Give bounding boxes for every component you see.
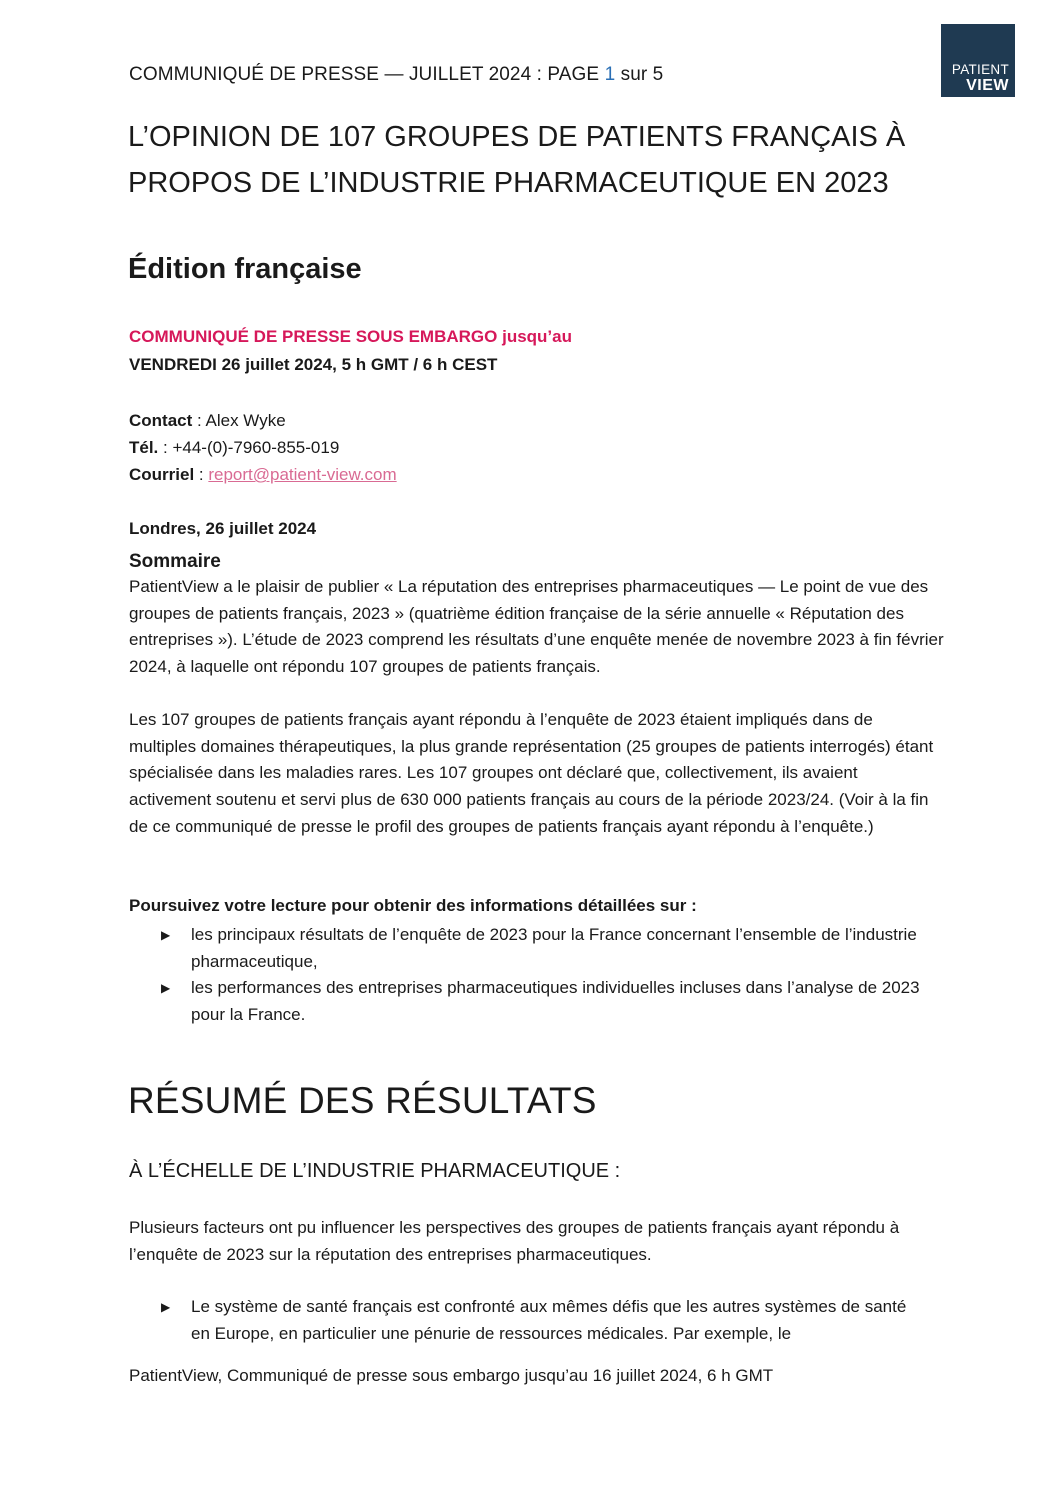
contact-name: : Alex Wyke xyxy=(192,411,286,430)
edition-subtitle: Édition française xyxy=(128,253,362,285)
triangle-bullet-icon: ▶ xyxy=(161,928,171,942)
summary-paragraph-2: Les 107 groupes de patients français ayant répondu à l’enquête de 2023 étaient impliqués dans de multiples domaines thérapeutiques, la plus grande représentation (25 groupes de patients interrogés) étant spécialisée dans les maladies rares. Les 107 groupes ont déclaré que, collectivement, ils avaient activement soutenu et servi plus de 630 000 patients français au cours de la période 2023/24. (Voir à la fin de ce communiqué de presse le profil des groupes de patients français ayant répondu à l’enquête.) xyxy=(129,710,934,836)
list-item xyxy=(129,975,929,1028)
dateline: Londres, 26 juillet 2024 xyxy=(129,519,317,538)
logo-line-patient: PATIENT xyxy=(951,62,1009,77)
email-separator: : xyxy=(194,465,209,484)
results-heading: RÉSUMÉ DES RÉSULTATS xyxy=(128,1080,597,1121)
contact-block xyxy=(129,407,397,488)
list-item xyxy=(129,922,929,975)
results-list xyxy=(129,1294,929,1347)
patientview-logo xyxy=(941,24,1015,97)
header-page-number: 1 xyxy=(604,64,616,85)
phone-label: Tél. xyxy=(129,438,159,457)
list-item-text: les principaux résultats de l’enquête de 2023 pour la France concernant l’ensemble de l’industrie pharmaceutique, xyxy=(191,925,917,971)
triangle-bullet-icon: ▶ xyxy=(161,981,171,996)
embargo-date: VENDREDI 26 juillet 2024, 5 h GMT / 6 h CEST xyxy=(129,355,498,374)
results-paragraph: Plusieurs facteurs ont pu influencer les perspectives des groupes de patients français ayant répondu à l’enquête de 2023 sur la réputation des entreprises pharmaceutiques. xyxy=(129,1218,900,1264)
summary-heading: Sommaire xyxy=(129,551,221,572)
page-header xyxy=(129,64,663,86)
details-lead: Poursuivez votre lecture pour obtenir des informations détaillées sur : xyxy=(129,896,697,915)
page-footer: PatientView, Communiqué de presse sous embargo jusqu’au 16 juillet 2024, 6 h GMT xyxy=(129,1366,774,1385)
email-line xyxy=(129,461,397,488)
details-list xyxy=(129,922,929,1029)
header-prefix: COMMUNIQUÉ DE PRESSE — JUILLET 2024 : PAGE xyxy=(129,64,605,85)
industry-subheading: À L’ÉCHELLE DE L’INDUSTRIE PHARMACEUTIQUE : xyxy=(129,1160,621,1182)
list-item-text: Le système de santé français est confronté aux mêmes défis que les autres systèmes de santé en Europe, en particulier une pénurie de ressources médicales. Par exemple, le xyxy=(191,1297,907,1343)
email-link[interactable]: report@patient-view.com xyxy=(208,465,397,484)
list-item-text: les performances des entreprises pharmaceutiques individuelles incluses dans l’analyse de 2023 pour la France. xyxy=(191,978,920,1025)
document-title: L’OPINION DE 107 GROUPES DE PATIENTS FRANÇAIS À PROPOS DE L’INDUSTRIE PHARMACEUTIQUE EN 2023 xyxy=(128,121,906,199)
list-item xyxy=(129,1294,929,1347)
summary-paragraph-1: PatientView a le plaisir de publier « La réputation des entreprises pharmaceutiques — Le point de vue des groupes de patients français, 2023 » (quatrième édition française de la série annuelle « Réputation des entreprises »). L’étude de 2023 comprend les résultats d’une enquête menée de novembre 2023 à fin février 2024, à laquelle ont répondu 107 groupes de patients français. xyxy=(129,577,944,677)
phone-line xyxy=(129,434,397,461)
triangle-bullet-icon: ▶ xyxy=(161,1300,171,1314)
contact-line xyxy=(129,407,397,434)
phone-number: : +44-(0)-7960-855-019 xyxy=(158,438,340,457)
email-label: Courriel xyxy=(129,465,195,484)
embargo-notice: COMMUNIQUÉ DE PRESSE SOUS EMBARGO jusqu’au xyxy=(129,327,572,346)
contact-label: Contact xyxy=(129,411,193,430)
header-suffix: sur 5 xyxy=(615,64,664,85)
logo-line-view: VIEW xyxy=(966,77,1009,94)
